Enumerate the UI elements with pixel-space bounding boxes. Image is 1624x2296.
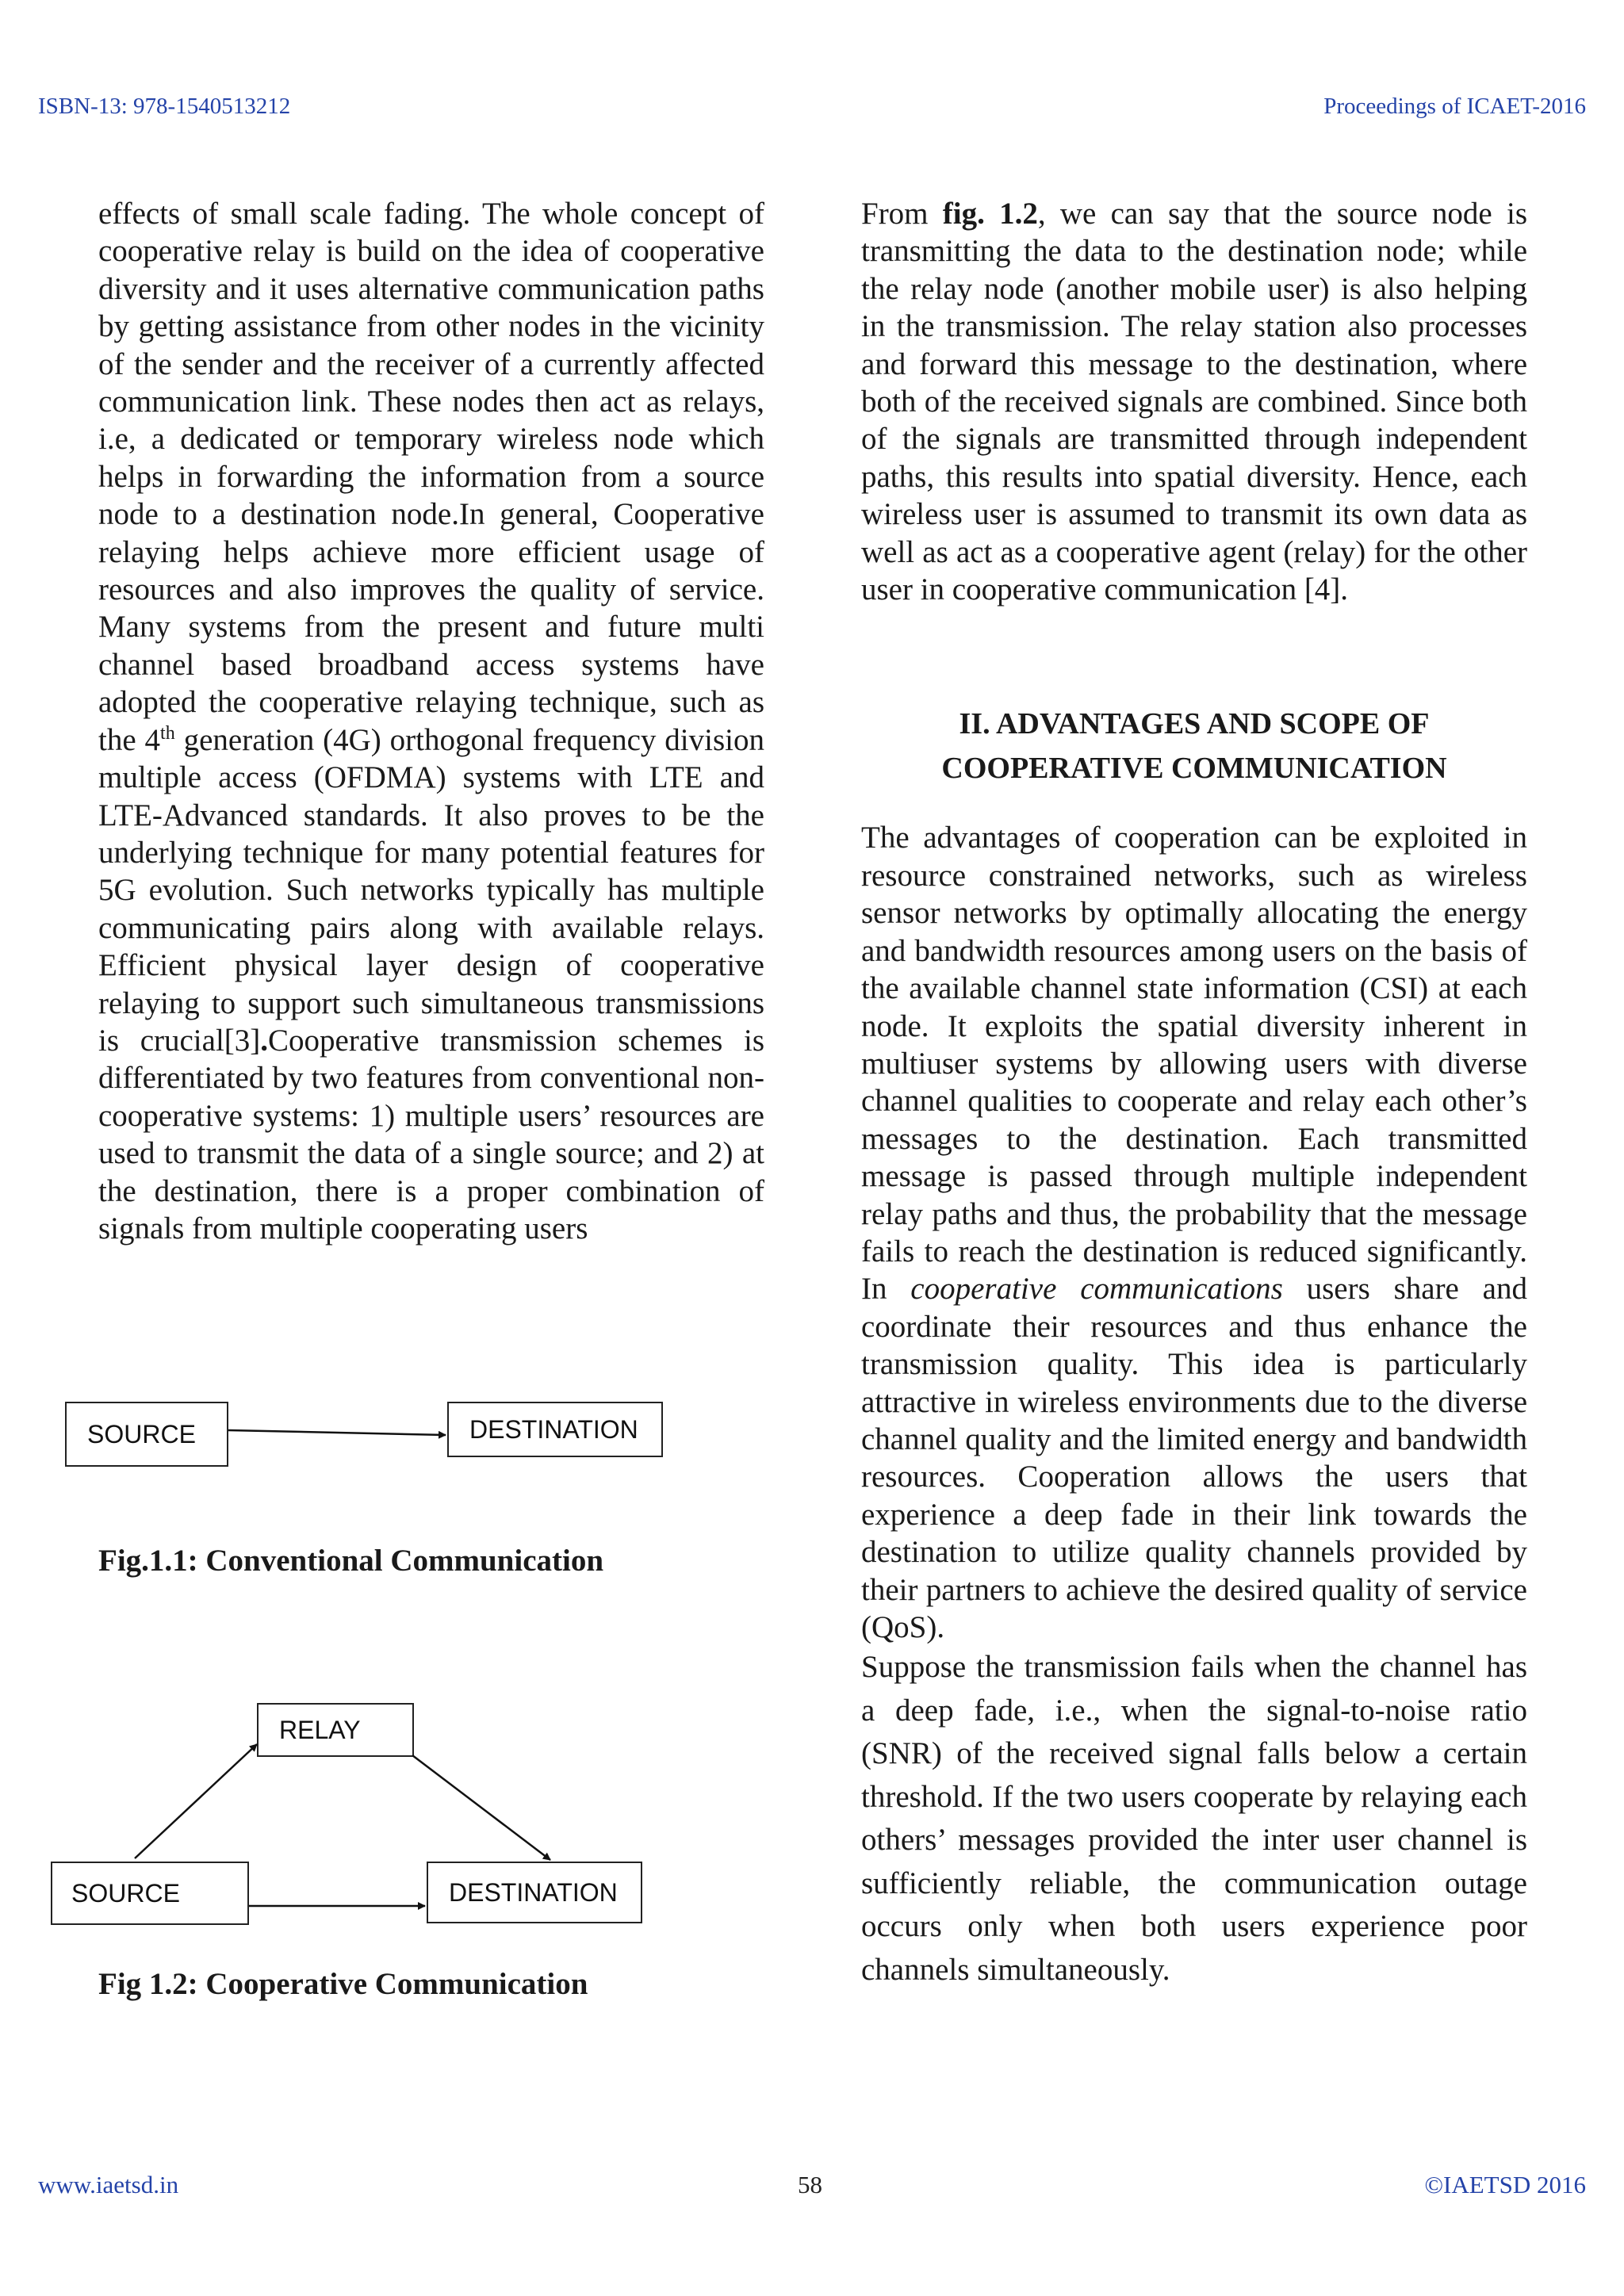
right-paragraph-2-text-1: The advantages of cooperation can be exploited in resource constrained networks, such as wireless sensor networks by optimally allocating the energy and bandwidth resources among users on the basis of the available channel state information (CSI) at each node. It exploits the spatial diversity inherent in multiuser systems by allowing users with diverse channel qualities to cooperate and relay each other’s messages to the destination. Each transmitted message is passed through multiple independent relay paths and thus, the probability that the message fails to reach the destination is reduced significantly. In <box>861 821 1527 1307</box>
superscript-th: th <box>160 722 175 744</box>
fig2-caption: Fig 1.2: Cooperative Communication <box>98 1967 588 2001</box>
fig2-source-label: SOURCE <box>71 1878 180 1908</box>
footer-website[interactable]: www.iaetsd.in <box>38 2171 179 2198</box>
fig2-arrow-source-to-relay <box>135 1744 257 1858</box>
fig1-source-label: SOURCE <box>87 1419 196 1448</box>
right-paragraph-3: Suppose the transmission fails when the channel has a deep fade, i.e., when the signal-to-noise ratio (SNR) of the received signal falls below a certain threshold. If the two users cooperate by relaying each others’ messages provided the inter user channel is sufficiently reliable, the communication outage occurs only when both users experience poor channels simultaneously. <box>861 1650 1527 1987</box>
header-isbn: ISBN-13: 978-1540513212 <box>38 94 291 119</box>
section-heading-line-1: II. ADVANTAGES AND SCOPE OF <box>959 707 1430 741</box>
page-number: 58 <box>798 2171 822 2198</box>
fig2-destination-label: DESTINATION <box>449 1877 618 1907</box>
right-paragraph-2-text-2: users share and coordinate their resources and thus enhance the transmission quality. This idea is particularly attractive in wireless environments due to the diverse channel quality and the limited energy and bandwidth resources. Cooperation allows the users that experience a deep fade in their link towards the destination to utilize quality channels provided by their partners to achieve the desired quality of service (QoS). <box>861 1272 1527 1644</box>
section-heading-line-2: COOPERATIVE COMMUNICATION <box>941 752 1447 786</box>
fig1-destination-label: DESTINATION <box>469 1414 638 1444</box>
left-paragraph-bold-dot: . <box>260 1023 269 1058</box>
footer-copyright: ©IAETSD 2016 <box>1424 2171 1586 2198</box>
left-paragraph-text-2: generation (4G) orthogonal frequency division multiple access (OFDMA) systems with LTE and LTE-Advanced standards. It also proves to be the underlying technique for many potential features for 5G evolution. Such networks typically has multiple communicating pairs along with available relays. Efficient physical layer design of cooperative relaying to support such simultaneous transmissions is crucial[3] <box>98 722 764 1058</box>
right-column <box>861 195 1527 1992</box>
fig-reference: fig. 1.2 <box>942 197 1038 231</box>
fig2-arrow-relay-to-destination <box>412 1755 550 1860</box>
right-paragraph-1-text: , we can say that the source node is transmitting the data to the destination node; while the relay node (another mobile user) is also helping in the transmission. The relay station also processes and forward this message to the destination, where both of the received signals are combined. Since both of the signals are transmitted through independent paths, this results into spatial diversity. Hence, each wireless user is assumed to transmit its own data as well as act as a cooperative agent (relay) for the other user in cooperative communication [4]. <box>861 197 1528 607</box>
fig2-relay-label: RELAY <box>279 1715 361 1744</box>
right-paragraph-2-italic: cooperative communications <box>910 1272 1283 1307</box>
right-paragraph-1-from: From <box>861 197 943 231</box>
section-heading <box>861 702 1527 790</box>
fig1-caption: Fig.1.1: Conventional Communication <box>98 1544 604 1578</box>
left-paragraph-text-1: effects of small scale fading. The whole concept of cooperative relay is build on the idea of cooperative diversity and it uses alternative communication paths by getting assistance from other nodes in the vicinity of the sender and the receiver of a currently affected communication link. These nodes then act as relays, i.e, a dedicated or temporary wireless node which helps in forwarding the information from a source node to a destination node.In general, Cooperative relaying helps achieve more efficient usage of resources and also improves the quality of service. Many systems from the present and future multi channel based broadband access systems have adopted the cooperative relaying technique, such as the 4 <box>98 197 764 757</box>
left-paragraph-text-3: Cooperative transmission schemes is differentiated by two features from conventional non-cooperative systems: 1) multiple users’ resources are used to transmit the data of a single source; and 2) at the destination, there is a proper combination of signals from multiple cooperating users <box>98 1023 765 1246</box>
right-paragraph-1 <box>861 195 1527 608</box>
fig1-arrow-source-to-destination <box>228 1430 446 1435</box>
right-paragraph-2 <box>861 819 1527 1646</box>
header-proceedings: Proceedings of ICAET-2016 <box>1323 94 1586 119</box>
